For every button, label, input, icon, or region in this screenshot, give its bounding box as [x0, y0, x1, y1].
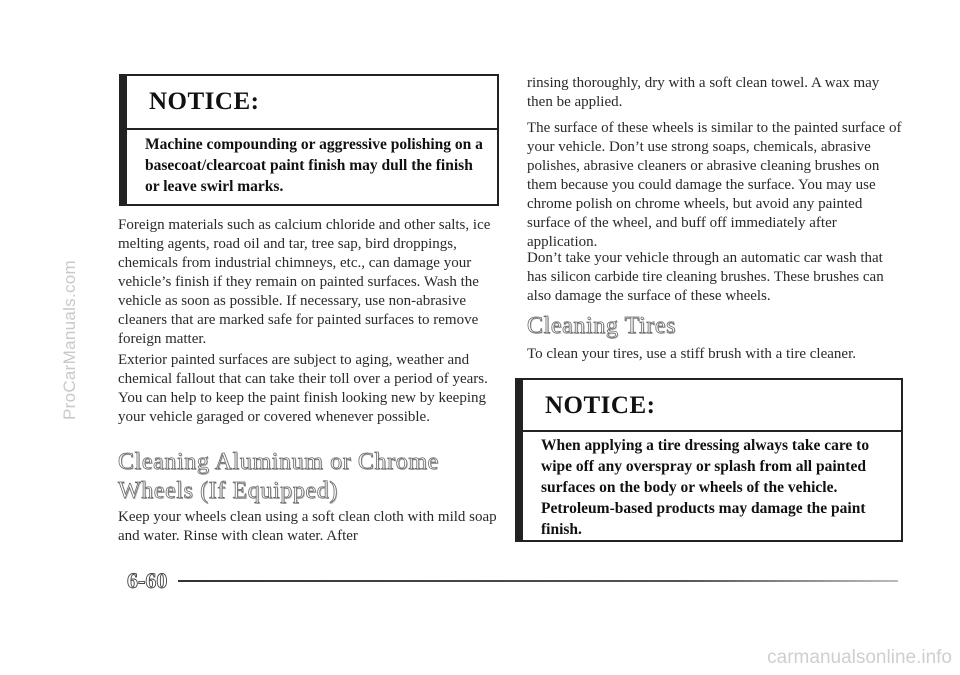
- paragraph-wheels-clean: Keep your wheels clean using a soft clean cloth with mild soap and water. Rinse with clean water. After: [118, 509, 497, 544]
- notice-box-tire-dressing: [515, 378, 903, 542]
- heading-line-2: Wheels (If Equipped): [118, 478, 338, 504]
- notice-divider: [523, 430, 901, 432]
- heading-cleaning-tires: Cleaning Tires: [527, 313, 677, 339]
- side-watermark: ProCarManuals.com: [60, 259, 79, 421]
- notice-body: Machine compounding or aggressive polishing on a basecoat/clearcoat paint finish may dull the finish or leave swirl marks.: [145, 136, 483, 195]
- footer-rule: [178, 580, 898, 582]
- paragraph-wheel-surface: The surface of these wheels is similar to the painted surface of your vehicle. Don’t use strong soaps, chemicals, abrasive polishes, abrasive cleaners or abrasive cleaning brushes on them because you could damage the surface. You may use chrome polish on chrome wheels, but avoid any painted surface of the wheel, and buff off immediately after application.: [527, 120, 902, 250]
- paragraph-exterior-surfaces: Exterior painted surfaces are subject to aging, weather and chemical fallout that can take their toll over a period of years. You can help to keep the paint finish looking new by keeping your vehicle garaged or covered whenever possible.: [118, 352, 488, 425]
- bottom-watermark: carmanualsonline.info: [767, 647, 952, 668]
- paragraph-foreign-materials: Foreign materials such as calcium chloride and other salts, ice melting agents, road oil and tar, tree sap, bird droppings, chemicals from industrial chimneys, etc., can damage your vehicle’s finish if they remain on painted surfaces. Wash the vehicle as soon as possible. If necessary, use non-abrasive cleaners that are marked safe for painted surfaces to remove foreign matter.: [118, 217, 491, 347]
- heading-line-1: Cleaning Aluminum or Chrome: [118, 449, 439, 475]
- page-number: 6-60: [127, 568, 168, 593]
- notice-bar: [121, 76, 127, 204]
- paragraph-car-wash: Don’t take your vehicle through an automatic car wash that has silicon carbide tire cleaning brushes. These brushes can also damage the surface of these wheels.: [527, 250, 884, 304]
- notice-bar: [517, 380, 523, 540]
- heading-cleaning-wheels: [118, 448, 508, 506]
- paragraph-tires: To clean your tires, use a stiff brush with a tire cleaner.: [527, 346, 856, 362]
- notice-title: NOTICE:: [149, 88, 260, 115]
- notice-title: NOTICE:: [545, 392, 656, 419]
- notice-box-paint: [119, 74, 499, 206]
- paragraph-rinse: rinsing thoroughly, dry with a soft clean towel. A wax may then be applied.: [527, 75, 880, 110]
- notice-divider: [127, 128, 497, 130]
- notice-body: When applying a tire dressing always take care to wipe off any overspray or splash from all painted surfaces on the body or wheels of the vehicle. Petroleum-based products may damage the paint finish.: [541, 437, 870, 538]
